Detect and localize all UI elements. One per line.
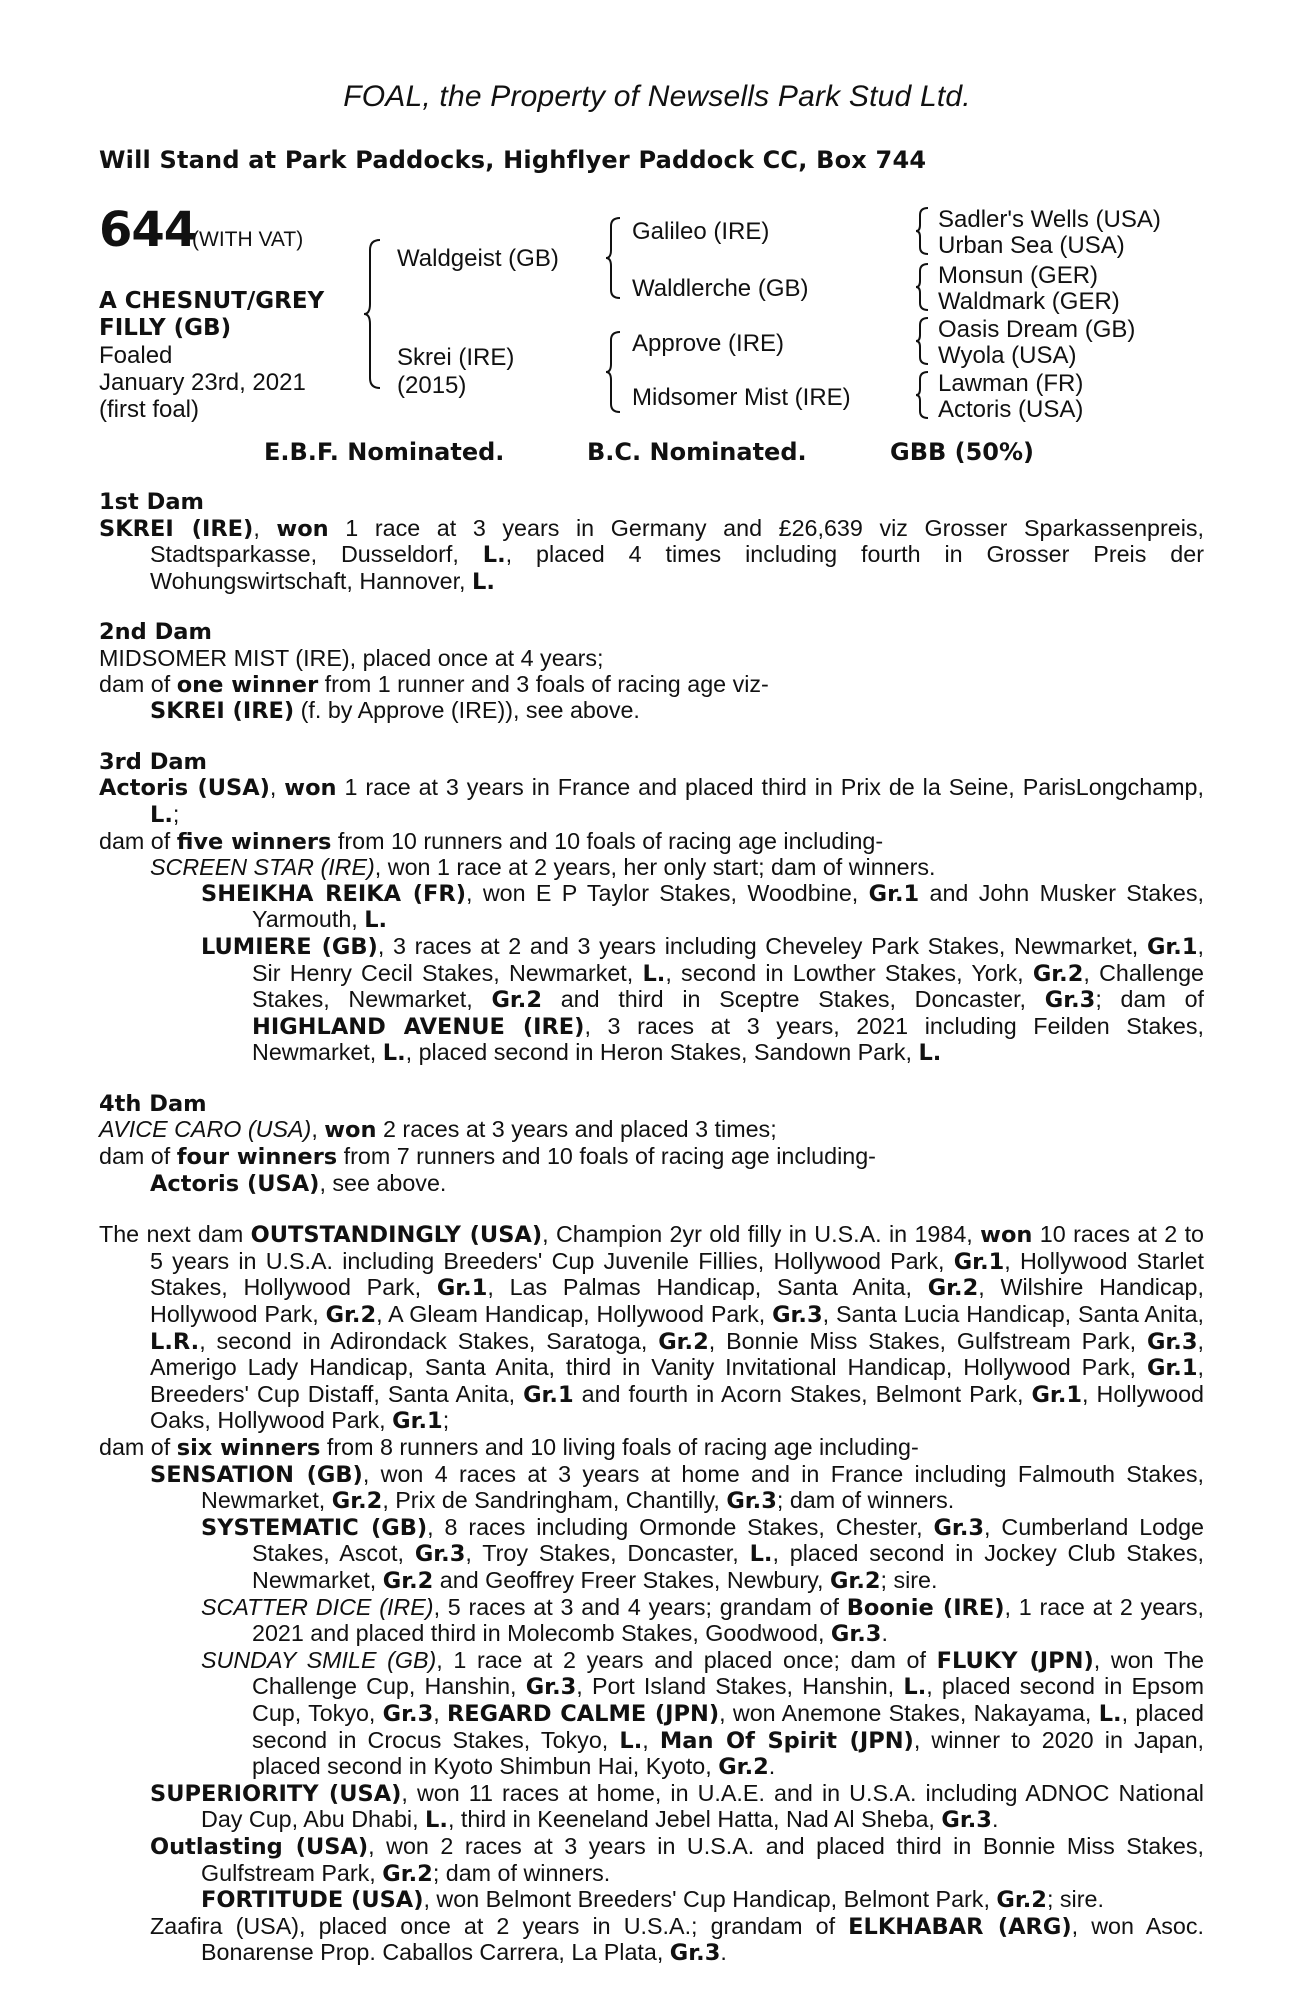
produce-record — [99, 490, 1204, 1967]
horse-name: Actoris (USA) — [99, 775, 270, 802]
progeny-entry: SUNDAY SMILE (GB), 1 race at 2 years and placed once; dam of FLUKY (JPN), won The Challenge Cup, Hanshin, Gr.3, Port Island Stakes, Hanshin, L., placed second in Epsom Cup, Tokyo, Gr.3, REGARD CALME (JPN), won Anemone Stakes, Nakayama, L., placed second in Crocus Stakes, Tokyo, L., Man Of Spirit (JPN), winner to 2020 in Japan, placed second in Kyoto Shimbun Hai, Kyoto, Gr.2. — [201, 1646, 1204, 1781]
pedigree-dam-year: (2015) — [397, 372, 467, 399]
horse-name: Boonie (IRE) — [846, 1594, 1005, 1621]
pedigree-brace-dam — [604, 330, 624, 414]
pedigree-brace-g4 — [914, 370, 932, 420]
pedigree-sire: Waldgeist (GB) — [397, 245, 559, 272]
horse-name: SKREI (IRE) — [99, 515, 254, 542]
horse-name: SCATTER DICE (IRE) — [201, 1593, 434, 1620]
pedigree-g2: Urban Sea (USA) — [938, 232, 1125, 259]
foaled-label: Foaled — [99, 342, 173, 369]
progeny-entry: Zaafira (USA), placed once at 2 years in U.S.A.; grandam of ELKHABAR (ARG), won Asoc. Bonarense Prop. Caballos Carrera, La Plata, Gr.3. — [150, 1912, 1204, 1967]
horse-name: FORTITUDE (USA) — [201, 1887, 424, 1914]
pedigree-dam-sire: Approve (IRE) — [632, 330, 785, 357]
horse-name: SKREI (IRE) — [150, 698, 295, 725]
stand-location: Will Stand at Park Paddocks, Highflyer Paddock CC, Box 744 — [99, 146, 927, 174]
foaled-date: January 23rd, 2021 — [99, 369, 306, 396]
pedigree-brace-g1 — [914, 206, 932, 256]
section-heading: 2nd Dam — [99, 619, 212, 646]
progeny-entry: Outlasting (USA), won 2 races at 3 years in U.S.A. and placed third in Bonnie Miss Stakes, Gulfstream Park, Gr.2; dam of winners. — [150, 1832, 1204, 1887]
pedigree-g3: Monsun (GER) — [938, 262, 1099, 289]
horse-name: SHEIKHA REIKA (FR) — [201, 880, 467, 907]
pedigree-g5: Oasis Dream (GB) — [938, 316, 1136, 343]
horse-name: SENSATION (GB) — [150, 1461, 363, 1488]
pedigree-dam-dam: Midsomer Mist (IRE) — [632, 384, 851, 411]
progeny-entry: FORTITUDE (USA), won Belmont Breeders' Cup Handicap, Belmont Park, Gr.2; sire. — [201, 1886, 1104, 1914]
vat-note: (WITH VAT) — [192, 228, 304, 251]
horse-name: HIGHLAND AVENUE (IRE) — [252, 1013, 585, 1040]
horse-name: AVICE CARO (USA) — [99, 1116, 312, 1143]
pedigree-brace-sire — [604, 216, 624, 300]
horse-name: REGARD CALME (JPN) — [446, 1700, 720, 1727]
horse-name: OUTSTANDINGLY (USA) — [250, 1222, 543, 1249]
pedigree-g7: Lawman (FR) — [938, 370, 1084, 397]
pedigree-g1: Sadler's Wells (USA) — [938, 206, 1161, 233]
horse-name: SYSTEMATIC (GB) — [201, 1514, 428, 1541]
foal-note: (first foal) — [99, 396, 200, 423]
pedigree-brace-g3 — [914, 316, 932, 366]
lot-number: 644 — [99, 202, 197, 258]
progeny-entry: SCATTER DICE (IRE), 5 races at 3 and 4 years; grandam of Boonie (IRE), 1 race at 2 years, 2021 and placed third in Molecomb Stakes, Goodwood, Gr.3. — [201, 1593, 1204, 1648]
pedigree-g4: Waldmark (GER) — [938, 288, 1120, 315]
progeny-entry: SCREEN STAR (IRE), won 1 race at 2 years, her only start; dam of winners. — [150, 854, 936, 881]
horse-name: FLUKY (JPN) — [936, 1647, 1094, 1674]
pedigree-sire-dam: Waldlerche (GB) — [632, 275, 809, 302]
pedigree-dam: Skrei (IRE) — [397, 344, 515, 371]
horse-name: ELKHABAR (ARG) — [848, 1913, 1072, 1940]
horse-name: SUNDAY SMILE (GB) — [201, 1646, 437, 1673]
horse-name: Man Of Spirit (JPN) — [659, 1727, 914, 1754]
pedigree-g8: Actoris (USA) — [938, 396, 1084, 423]
first-dam-section — [99, 490, 1204, 595]
progeny-entry: SKREI (IRE) (f. by Approve (IRE)), see above. — [150, 697, 640, 725]
progeny-entry: SYSTEMATIC (GB), 8 races including Ormonde Stakes, Chester, Gr.3, Cumberland Lodge Stakes, Ascot, Gr.3, Troy Stakes, Doncaster, L., placed second in Jockey Club Stakes, Newmarket, Gr.2 and Geoffrey Freer Stakes, Newbury, Gr.2; sire. — [201, 1513, 1205, 1594]
section-heading: 1st Dam — [99, 489, 204, 515]
progeny-entry: SENSATION (GB), won 4 races at 3 years at home and in France including Falmouth Stakes, Newmarket, Gr.2, Prix de Sandringham, Chantilly, Gr.3; dam of winners. — [150, 1460, 1204, 1515]
pedigree-g6: Wyola (USA) — [938, 342, 1077, 369]
pedigree-brace-g2 — [914, 262, 932, 312]
horse-colour: A CHESNUT/GREY — [99, 288, 325, 314]
gbb-status: GBB (50%) — [890, 438, 1035, 466]
first-dam-record: SKREI (IRE), won 1 race at 3 years in Germany and £26,639 viz Grosser Sparkassenpreis, Stadtsparkasse, Dusseldorf, L., placed 4 times including fourth in Grosser Preis der Wohungswirtschaft, Hannover, L. — [99, 514, 1204, 595]
horse-name: SCREEN STAR (IRE) — [150, 854, 375, 881]
section-heading: 3rd Dam — [99, 748, 207, 775]
horse-sex: FILLY (GB) — [99, 315, 232, 341]
second-dam-section: 2nd Dam MIDSOMER MIST (IRE), placed once at 4 years; dam of one winner from 1 runner and 3 foals of racing age viz- SKREI (IRE) (f. by Approve (IRE)), see above. — [99, 620, 1204, 724]
horse-name: Actoris (USA) — [150, 1170, 320, 1197]
next-dam-section: The next dam OUTSTANDINGLY (USA), Champion 2yr old filly in U.S.A. in 1984, won 10 races at 2 to 5 years in U.S.A. including Breeders' Cup Juvenile Fillies, Hollywood Park, Gr.1, Hollywood Starlet Stakes, Hollywood Park, Gr.1, Las Palmas Handicap, Santa Anita, Gr.2, Wilshire Handicap, Hollywood Park, Gr.2, A Gleam Handicap, Hollywood Park, Gr.3, Santa Lucia Handicap, Santa Anita, L.R., second in Adirondack Stakes, Saratoga, Gr.2, Bonnie Miss Stakes, Gulfstream Park, Gr.3, Amerigo Lady Handicap, Santa Anita, third in Vanity Invitational Handicap, Hollywood Park, Gr.1, Breeders' Cup Distaff, Santa Anita, Gr.1 and fourth in Acorn Stakes, Belmont Park, Gr.1, Hollywood Oaks, Hollywood Park, Gr.1; dam of six winners from 8 runners and 10 living foals of racing age including- SENSATION (GB), won 4 races at 3 years at home and in France including Falmouth Stakes, Newmarket, Gr.2, Prix de Sandringham, Chantilly, Gr.3; dam of winners. SYSTEMATIC (GB), 8 races including Ormonde Stakes, Chester, Gr.3, Cumberland Lodge Stakes, Ascot, Gr.3, Troy Stakes, Doncaster, L., placed second in Jockey Club Stakes, Newmarket, Gr.2 and Geoffrey Freer Stakes, Newbury, Gr.2; sire. SCATTER DICE (IRE), 5 races at 3 and 4 years; grandam of Boonie (IRE), 1 race at 2 years, 2021 and placed third in Molecomb Stakes, Goodwood, Gr.3. SUNDAY SMILE (GB), 1 race at 2 years and placed once; dam of FLUKY (JPN), won The Challenge Cup, Hanshin, Gr.3, Port Island Stakes, Hanshin, L., placed second in Epsom Cup, Tokyo, Gr.3, REGARD CALME (JPN), won Anemone Stakes, Nakayama, L., placed second in Crocus Stakes, Tokyo, L., Man Of Spirit (JPN), winner to 2020 in Japan, placed second in Kyoto Shimbun Hai, Kyoto, Gr.2. SUPERIORITY (USA), won 11 races at home, in U.A.E. and in U.S.A. including ADNOC National Day Cup, Abu Dhabi, L., third in Keeneland Jebel Hatta, Nad Al Sheba, Gr.3. Outlasting (USA), won 2 races at 3 years in U.S.A. and placed third in Bonnie Miss Stakes, Gulfstream Park, Gr.2; dam of winners. FORTITUDE (USA), won Belmont Breeders' Cup Handicap, Belmont Park, Gr.2; sire. Zaafira (USA), placed once at 2 years in U.S.A.; grandam of ELKHABAR (ARG), won Asoc. Bonarense Prop. Caballos Carrera, La Plata, Gr.3. — [99, 1221, 1205, 1967]
horse-name: LUMIERE (GB) — [201, 933, 378, 960]
progeny-entry: LUMIERE (GB), 3 races at 2 and 3 years including Cheveley Park Stakes, Newmarket, Gr.1, Sir Henry Cecil Stakes, Newmarket, L., second in Lowther Stakes, York, Gr.2, Challenge Stakes, Newmarket, Gr.2 and third in Sceptre Stakes, Doncaster, Gr.3; dam of HIGHLAND AVENUE (IRE), 3 races at 3 years, 2021 including Feilden Stakes, Newmarket, L., placed second in Heron Stakes, Sandown Park, L. — [201, 932, 1205, 1067]
section-heading: 4th Dam — [99, 1090, 207, 1117]
horse-name: SUPERIORITY (USA) — [150, 1780, 402, 1807]
ebf-nomination: E.B.F. Nominated. — [264, 438, 505, 466]
pedigree-brace-main — [362, 238, 384, 390]
page-title: FOAL, the Property of Newsells Park Stud Ltd. — [343, 80, 971, 113]
horse-name: Outlasting (USA) — [150, 1833, 369, 1860]
pedigree-sire-sire: Galileo (IRE) — [632, 218, 770, 245]
bc-nomination: B.C. Nominated. — [587, 438, 807, 466]
fourth-dam-section: 4th Dam AVICE CARO (USA), won 2 races at 3 years and placed 3 times; dam of four winners from 7 runners and 10 foals of racing age including- Actoris (USA), see above. — [99, 1092, 1204, 1197]
progeny-entry: SHEIKHA REIKA (FR), won E P Taylor Stakes, Woodbine, Gr.1 and John Musker Stakes, Yarmouth, L. — [201, 879, 1204, 934]
progeny-entry: Actoris (USA), see above. — [150, 1169, 447, 1197]
third-dam-section: 3rd Dam Actoris (USA), won 1 race at 3 years in France and placed third in Prix de la Seine, ParisLongchamp, L.; dam of five winners from 10 runners and 10 foals of racing age including- SCREEN STAR (IRE), won 1 race at 2 years, her only start; dam of winners. SHEIKHA REIKA (FR), won E P Taylor Stakes, Woodbine, Gr.1 and John Musker Stakes, Yarmouth, L. LUMIERE (GB), 3 races at 2 and 3 years including Cheveley Park Stakes, Newmarket, Gr.1, Sir Henry Cecil Stakes, Newmarket, L., second in Lowther Stakes, York, Gr.2, Challenge Stakes, Newmarket, Gr.2 and third in Sceptre Stakes, Doncaster, Gr.3; dam of HIGHLAND AVENUE (IRE), 3 races at 3 years, 2021 including Feilden Stakes, Newmarket, L., placed second in Heron Stakes, Sandown Park, L. — [99, 748, 1205, 1067]
progeny-entry: SUPERIORITY (USA), won 11 races at home, in U.A.E. and in U.S.A. including ADNOC National Day Cup, Abu Dhabi, L., third in Keeneland Jebel Hatta, Nad Al Sheba, Gr.3. — [150, 1779, 1204, 1834]
horse-description — [99, 288, 324, 423]
